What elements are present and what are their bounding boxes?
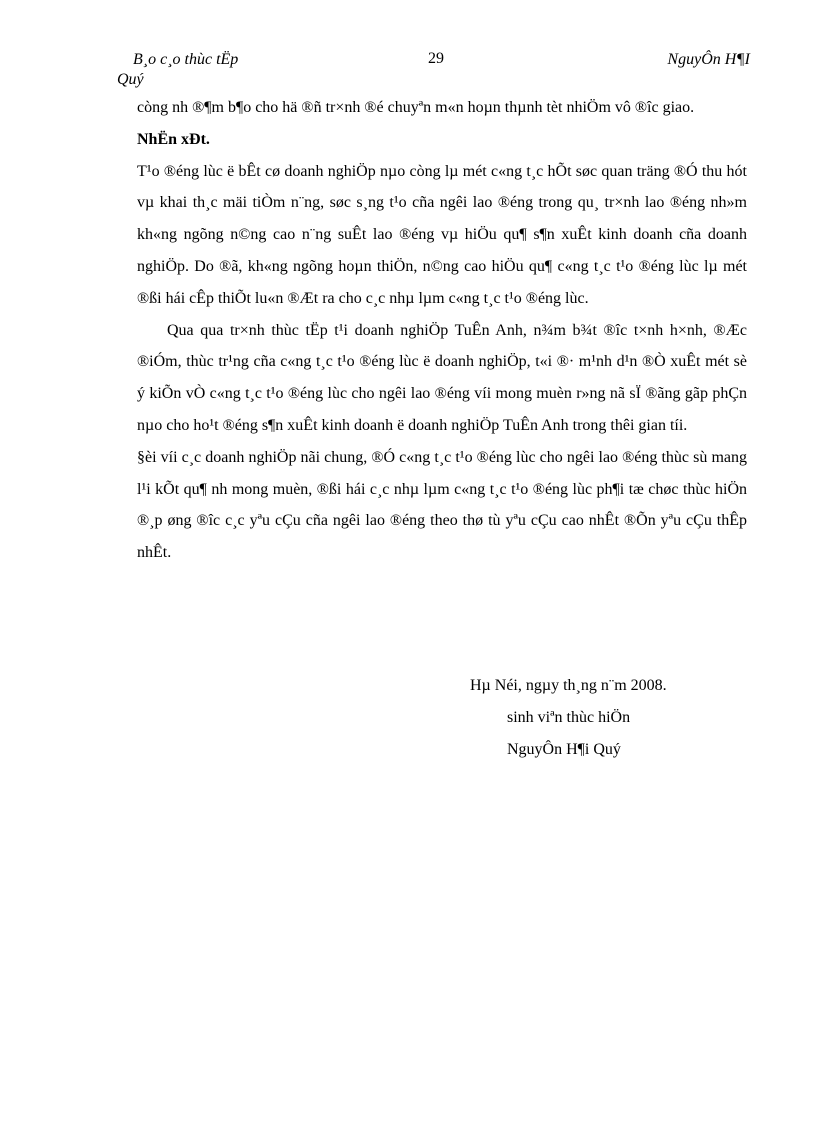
paragraph-continuation: còng nh ®¶m b¶o cho hä ®ñ tr×nh ®é chuyªn m«n hoµn thµnh tèt nhiÖm vô ®îc giao. (137, 99, 695, 116)
signature-role: sinh viªn thùc hiÖn (507, 709, 631, 726)
paragraph-internship: Qua qua tr×nh thùc tËp t¹i doanh nghiÖp TuÊn Anh, n¾m b¾t ®îc t×nh h×nh, ®Æc ®iÓm, thùc tr¹ng cña c«ng t¸c t¹o ®éng lùc ë doanh nghiÖp, t«i ®· m¹nh d¹n ®Ò xuÊt mét sè ý kiÕn vÒ c«ng t¸c t¹o ®éng lùc cho ngêi lao ®éng víi mong muèn r»ng nã sÏ ®ãng gãp phÇn nµo cho ho¹t ®éng s¶n xuÊt kinh doanh ë doanh nghiÖp TuÊn Anh trong thêi gian tíi. (137, 321, 747, 434)
signature-place-date: Hµ Néi, ngµy th¸ng n¨m 2008. (470, 677, 667, 694)
page-number: 29 (428, 50, 444, 67)
paragraph-motivation: T¹o ®éng lùc ë bÊt cø doanh nghiÖp nµo còng lµ mét c«ng t¸c hÕt søc quan träng ®Ó thu hót vµ khai th¸c mäi tiÒm n¨ng, søc s¸ng t¹o cña ngêi lao ®éng trong qu¸ tr×nh lao ®éng nh»m kh«ng ngõng n©ng cao n¨ng suÊt lao ®éng vµ hiÖu qu¶ s¶n xuÊt kinh doanh cña doanh nghiÖp. Do ®ã, kh«ng ngõng hoµn thiÖn, n©ng cao hiÖu qu¶ c«ng t¸c t¹o ®éng lùc lµ mét ®ßi hái cÊp thiÕt lu«n ®Æt ra cho c¸c nhµ lµm c«ng t¸c t¹o ®éng lùc. (137, 162, 747, 307)
section-heading: NhËn xÐt. (137, 130, 210, 148)
document-body (137, 92, 747, 569)
header-report-title-wrap: Quý (117, 71, 144, 88)
signature-name: NguyÔn H¶i Quý (507, 741, 621, 758)
header-author: NguyÔn H¶I (667, 51, 750, 68)
header-report-title: B¸o c¸o thùc tËp (133, 51, 239, 68)
paragraph-recommendation: §èi víi c¸c doanh nghiÖp nãi chung, ®Ó c«ng t¸c t¹o ®éng lùc cho ngêi lao ®éng thùc sù mang l¹i kÕt qu¶ nh mong muèn, ®ßi hái c¸c nhµ lµm c«ng t¸c t¹o ®éng lùc ph¶i tæ chøc thùc hiÖn ®¸p øng ®îc c¸c yªu cÇu cña ngêi lao ®éng theo thø tù yªu cÇu cao nhÊt ®Õn yªu cÇu thÊp nhÊt. (137, 448, 747, 562)
